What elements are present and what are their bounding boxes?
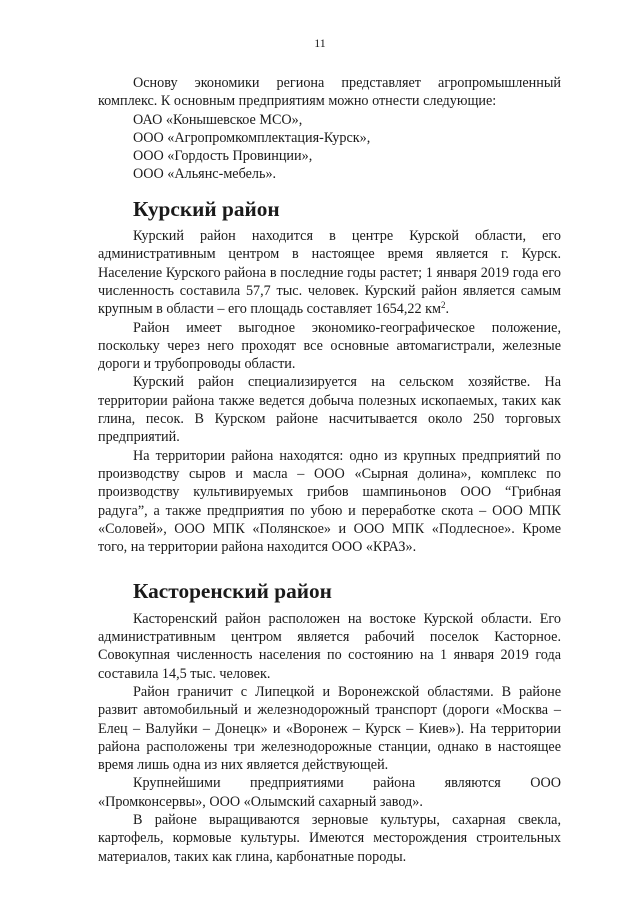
paragraph: На территории района находятся: одно из крупных предприятий по производству сыров и масла – ООО «Сырная долина», комплекс по производству культивируемых грибов шампиньонов ООО “Грибная радуга”, а также предприятия по убою и переработке скота – ООО МПК «Соловей», ООО МПК «Полянское» и ООО МПК «Подлесное». Кроме того, на территории района находится ООО «КРАЗ».	[98, 447, 561, 556]
paragraph: Район имеет выгодное экономико-географическое положение, поскольку через него проходят все основные автомагистрали, железные дороги и трубопроводы области.	[98, 319, 561, 373]
paragraph: Касторенский район расположен на востоке Курской области. Его административным центром является рабочий поселок Касторное. Совокупная численность населения по состоянию на 1 января 2019 года составила 14,5 тыс. человек.	[98, 610, 561, 682]
list-item: ООО «Альянс-мебель».	[133, 166, 277, 183]
page-number: 11	[314, 36, 326, 50]
document-body	[98, 74, 561, 866]
paragraph: Район граничит с Липецкой и Воронежской областями. В районе развит автомобильный и железнодорожный транспорт (дороги «Москва – Елец – Валуйки – Донецк» и «Воронеж – Курск – Киев»). На территории района расположены три железнодорожные станции, однако в настоящее время лишь одна из них является действующей.	[98, 683, 561, 774]
paragraph: Курский район специализируется на сельском хозяйстве. На территории района также ведется добыча полезных ископаемых, таких как глина, песок. В Курском районе насчитывается около 250 торговых предприятий.	[98, 374, 561, 446]
section-heading-kursk: Курский район	[133, 196, 280, 221]
paragraph: Крупнейшими предприятиями района являются ООО «Промконсервы», ООО «Олымский сахарный завод».	[98, 775, 561, 810]
paragraph: В районе выращиваются зерновые культуры, сахарная свекла, картофель, кормовые культуры. Имеются месторождения строительных материалов, таких как глина, карбонатные породы.	[98, 811, 561, 865]
section-heading-kastorensky: Касторенский район	[133, 579, 332, 604]
list-item: ОАО «Конышевское МСО»,	[133, 111, 303, 128]
paragraph-end: .	[445, 301, 450, 318]
intro-paragraph: Основу экономики региона представляет агропромышленный комплекс. К основным предприятиям можно отнести следующие:	[98, 75, 561, 110]
list-item: ООО «Агропромкомплектация-Курск»,	[133, 129, 371, 146]
superscript: 2	[441, 300, 446, 311]
list-item: ООО «Гордость Провинции»,	[133, 148, 313, 165]
paragraph-text: Курский район находится в центре Курской области, его административным центром в настоящее время является г. Курск. Население Курского района в последние годы растет; 1 января 2019 года его численность составила 57,7 тыс. человек. Курский район является самым крупным в области – его площадь составляет 1654,22 км	[98, 228, 561, 318]
paragraph	[98, 227, 561, 318]
company-list	[98, 111, 561, 184]
